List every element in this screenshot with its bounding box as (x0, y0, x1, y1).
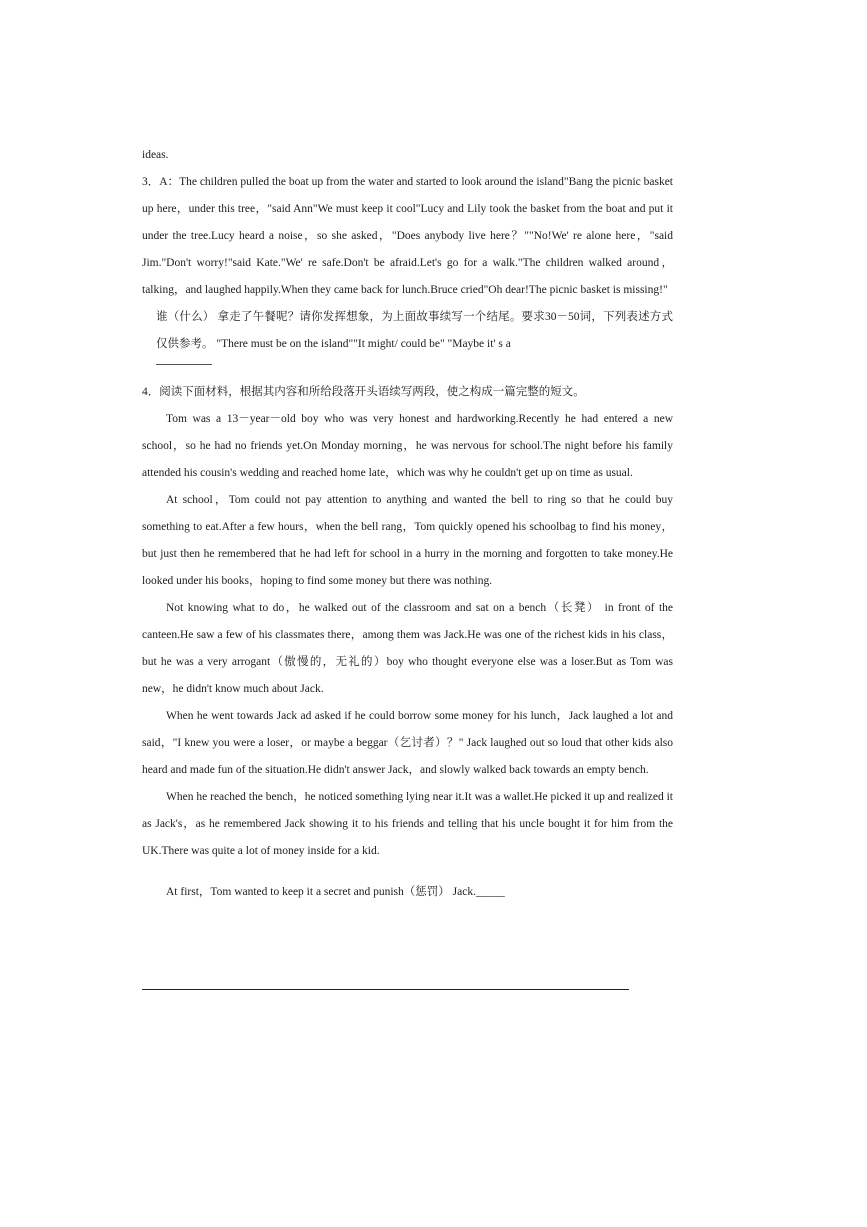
story-paragraph: When he went towards Jack ad asked if he could borrow some money for his lunch，Jack laughed a lot and said，"I knew you were a loser，or maybe a beggar（乞讨者）？" Jack laughed out so loud that other kids also heard and made fun of the situation.He didn't answer Jack，and slowly walked back towards an empty bench. (142, 710, 673, 776)
question-4-label: 4． (142, 386, 160, 398)
writing-line (142, 989, 629, 990)
story-paragraph: Tom was a 13－year－old boy who was very honest and hardworking.Recently he had entered a new school，so he had no friends yet.On Monday morning，he was nervous for school.The night before his family attended his cousin's wedding and reached home late，which was why he couldn't get up on time as usual. (142, 413, 673, 479)
question-4 (142, 379, 673, 906)
story-paragraph: Not knowing what to do，he walked out of the classroom and sat on a bench（长凳） in front of the canteen.He saw a few of his classmates there，among them was Jack.He was one of the richest kids in his class，but he was a very arrogant（傲慢的，无礼的）boy who thought everyone else was a loser.But as Tom was new，he didn't know much about Jack. (142, 602, 673, 695)
question-3-passage: The children pulled the boat up from the water and started to look around the island"Bang the picnic basket up here，under this tree，"said Ann"We must keep it cool"Lucy and Lily took the basket from the boat and put it under the tree.Lucy heard a noise，so she asked，"Does anybody live here？""No!We' re alone here，"said Jim."Don't worry!"said Kate."We' re safe.Don't be afraid.Let's go for a walk."The children walked around，talking，and laughed happily.When they came back for lunch.Bruce cried"Oh dear!The picnic basket is missing!" (142, 176, 674, 296)
question-4-instruction: 阅读下面材料，根据其内容和所给段落开头语续写两段，使之构成一篇完整的短文。 (159, 386, 585, 398)
top-fragment: ideas. (142, 149, 169, 161)
question-3 (142, 169, 673, 365)
document-body (142, 142, 673, 906)
question-3-label: 3．A： (142, 176, 180, 188)
continuation-opening: At first，Tom wanted to keep it a secret and punish（惩罚） Jack._____ (166, 886, 505, 898)
question-3-instruction: 谁（什么） 拿走了午餐呢？请你发挥想象，为上面故事续写一个结尾。要求30－50词，下列表述方式仅供参考。 "There must be on the island""It might/ could be" "Maybe it' s a (156, 311, 673, 350)
story-paragraph: At school，Tom could not pay attention to anything and wanted the bell to ring so that he could buy something to eat.After a few hours，when the bell rang，Tom quickly opened his schoolbag to find his money，but just then he remembered that he had left for school in a hurry in the morning and forgotten to take money.He looked under his books，hoping to find some money but there was nothing. (142, 494, 673, 587)
story-paragraph: When he reached the bench，he noticed something lying near it.It was a wallet.He picked it up and realized it as Jack's，as he remembered Jack showing it to his friends and telling that his uncle bought it for him from the UK.There was quite a lot of money inside for a kid. (142, 791, 673, 857)
answer-blank-line (156, 364, 212, 365)
